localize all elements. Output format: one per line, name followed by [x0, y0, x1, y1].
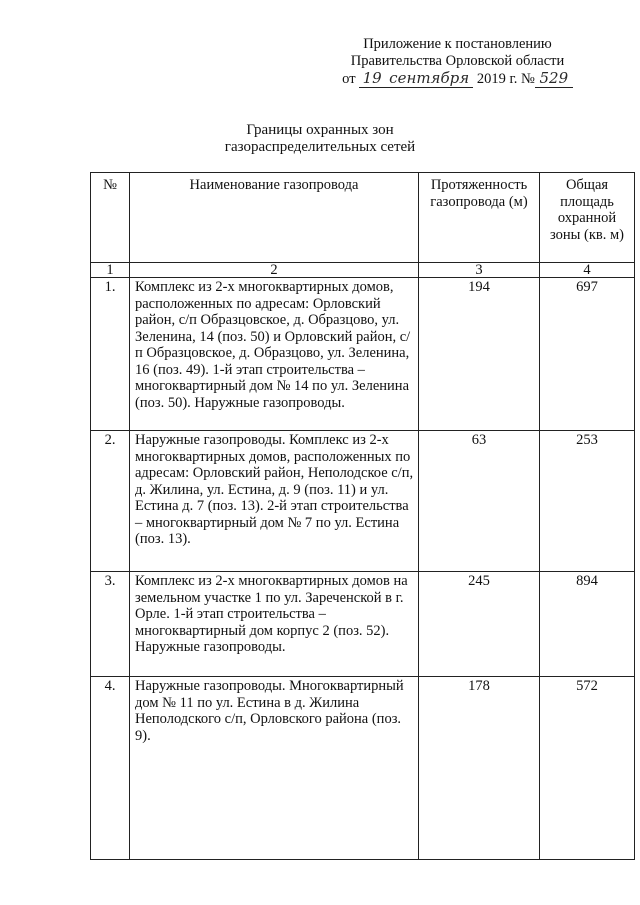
- row-name: Наружные газопроводы. Комплекс из 2-х многоквартирных домов, расположенных по адресам: Орловский район, Неполодское с/п, д. Жилина, ул. Естина, д. 9 (поз. 11) и ул. Естина д. 7 (поз. 13). 2-й этап строительства – многоквартирный дом № 7 по ул. Естина (поз. 13).: [130, 431, 419, 572]
- header-area: Общая площадь охранной зоны (кв. м): [540, 173, 635, 263]
- row-area: 253: [540, 431, 635, 572]
- col-number: 3: [419, 263, 540, 278]
- header-length: Протяженность газопровода (м): [419, 173, 540, 263]
- row-num: 4.: [91, 677, 130, 860]
- table-row: [91, 431, 635, 572]
- doc-number-handwritten: 529: [535, 70, 573, 88]
- date-year: 2019 г. №: [476, 71, 535, 87]
- row-num: 3.: [91, 572, 130, 677]
- document-header: [330, 36, 585, 88]
- col-number: 2: [130, 263, 419, 278]
- table-row: [91, 572, 635, 677]
- date-month-handwritten: сентября: [385, 70, 473, 88]
- header-line-1: Приложение к постановлению: [363, 36, 552, 52]
- date-day-handwritten: 19: [359, 70, 385, 88]
- row-num: 1.: [91, 278, 130, 431]
- document-title: [0, 122, 640, 156]
- date-prefix: от: [342, 71, 356, 87]
- header-line-2: Правительства Орловской области: [350, 53, 565, 69]
- header-num: №: [91, 173, 130, 263]
- row-length: 194: [419, 278, 540, 431]
- table-header-row: [91, 173, 635, 263]
- title-line-2: газораспределительных сетей: [224, 139, 416, 155]
- header-date-line: [330, 70, 585, 88]
- title-line-1: Границы охранных зон: [246, 122, 394, 138]
- row-length: 178: [419, 677, 540, 860]
- row-name: Комплекс из 2-х многоквартирных домов, расположенных по адресам: Орловский район, с/п Образцовское, д. Образцово, ул. Зеленина, 14 (поз. 50) и Орловский район, с/п Образцовское, д. Образцово, ул. Зеленина, 16 (поз. 49). 1-й этап строительства – многоквартирный дом № 14 по ул. Зеленина (поз. 50). Наружные газопроводы.: [130, 278, 419, 431]
- column-numbers-row: [91, 263, 635, 278]
- row-length: 63: [419, 431, 540, 572]
- row-area: 572: [540, 677, 635, 860]
- table-row: [91, 278, 635, 431]
- row-name: Наружные газопроводы. Многоквартирный дом № 11 по ул. Естина в д. Жилина Неполодского с/п, Орловского района (поз. 9).: [130, 677, 419, 860]
- header-name: Наименование газопровода: [130, 173, 419, 263]
- col-number: 4: [540, 263, 635, 278]
- row-area: 697: [540, 278, 635, 431]
- row-area: 894: [540, 572, 635, 677]
- col-number: 1: [91, 263, 130, 278]
- row-length: 245: [419, 572, 540, 677]
- zones-table: [90, 172, 635, 860]
- row-name: Комплекс из 2-х многоквартирных домов на земельном участке 1 по ул. Зареченской в г. Орле. 1-й этап строительства – многоквартирный дом корпус 2 (поз. 52). Наружные газопроводы.: [130, 572, 419, 677]
- row-num: 2.: [91, 431, 130, 572]
- table-row: [91, 677, 635, 860]
